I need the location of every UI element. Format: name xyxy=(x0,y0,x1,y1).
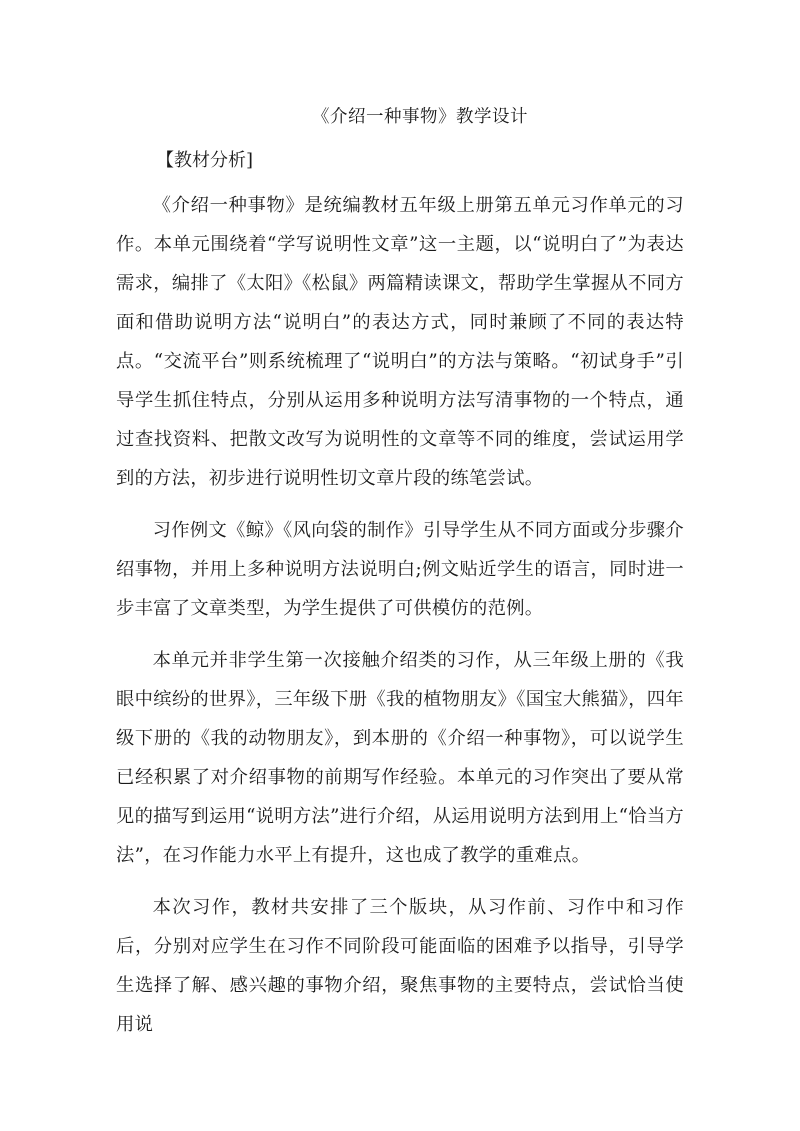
paragraph-2: 习作例文《鲸》《风向袋的制作》引导学生从不同方面或分步骤介绍事物，并用上多种说明方法说明白;例文贴近学生的语言，同时进一步丰富了文章类型，为学生提供了可供模仿的范例。 xyxy=(116,520,684,619)
document-title: 《介绍一种事物》教学设计 xyxy=(312,107,528,127)
paragraph-3: 本单元并非学生第一次接触介绍类的习作，从三年级上册的《我眼中缤纷的世界》，三年级下册《我的植物朋友》《国宝大熊猫》，四年级下册的《我的动物朋友》，到本册的《介绍一种事物》，可以说学生已经积累了对介绍事物的前期写作经验。本单元的习作突出了要从常见的描写到运用“说明方法”进行介绍，从运用说明方法到用上“恰当方法”，在习作能力水平上有提升，这也成了教学的重难点。 xyxy=(116,650,684,866)
section-heading: 【教材分析] xyxy=(156,150,254,171)
paragraph-4: 本次习作，教材共安排了三个版块，从习作前、习作中和习作后，分别对应学生在习作不同阶段可能面临的困难予以指导，引导学生选择了解、感兴趣的事物介绍，聚焦事物的主要特点，尝试恰当使用说 xyxy=(116,897,684,1035)
paragraph-1: 《介绍一种事物》是统编教材五年级上册第五单元习作单元的习作。本单元围绕着“学写说明性文章”这一主题，以“说明白了”为表达需求，编排了《太阳》《松鼠》两篇精读课文，帮助学生掌握从不同方面和借助说明方法“说明白”的表达方式，同时兼顾了不同的表达特点。“交流平台”则系统梳理了“说明白”的方法与策略。“初试身手”引导学生抓住特点，分别从运用多种说明方法写清事物的一个特点，通过查找资料、把散文改写为说明性的文章等不同的维度，尝试运用学到的方法，初步进行说明性切文章片段的练笔尝试。 xyxy=(116,195,684,489)
